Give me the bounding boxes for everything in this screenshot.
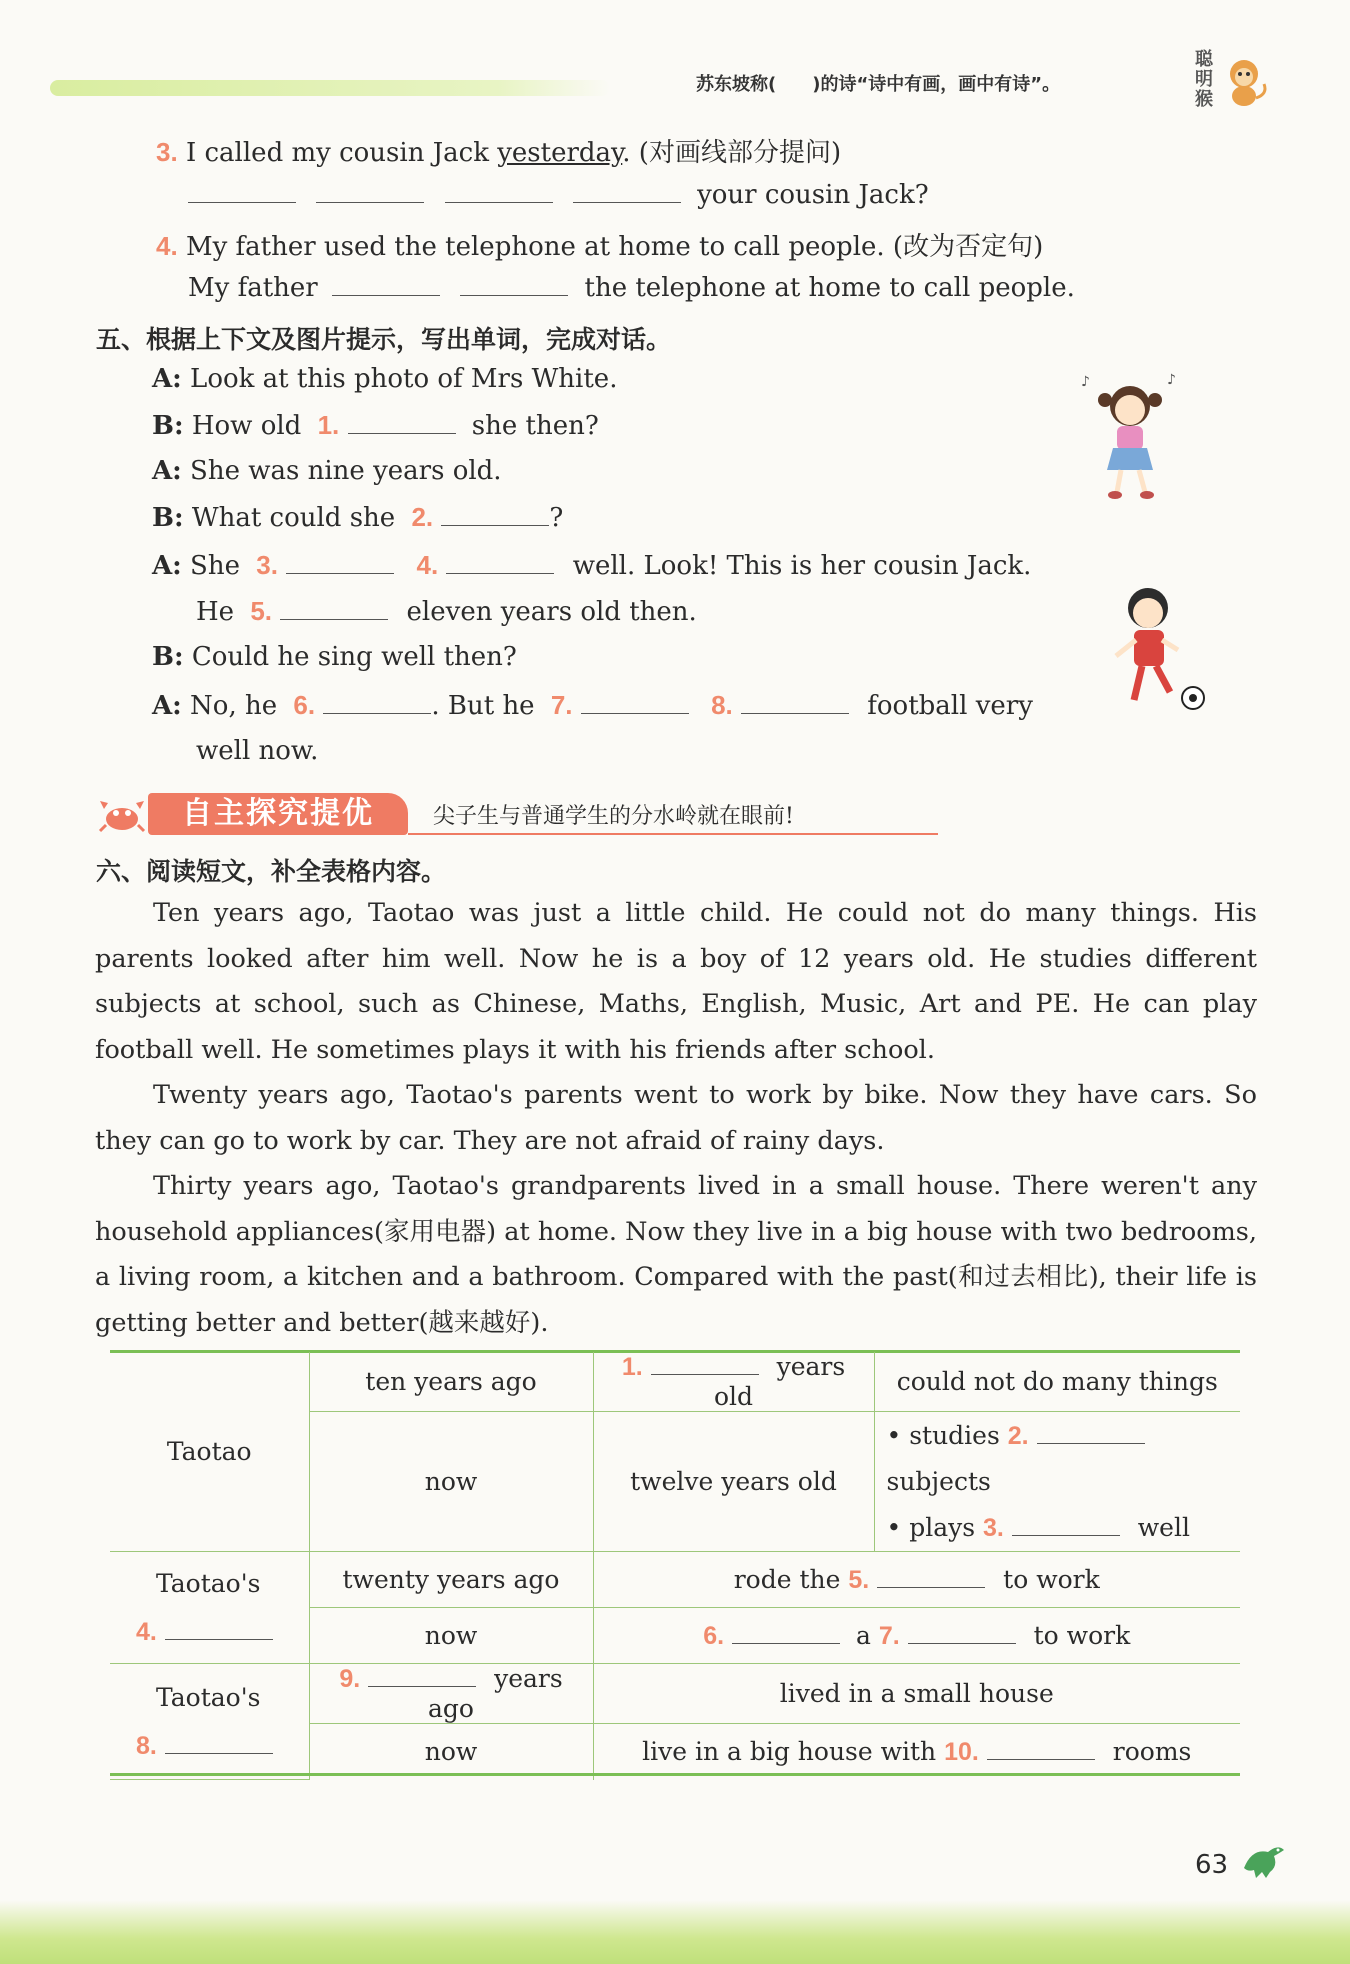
dialog-line-5 <box>152 550 1031 581</box>
part6-title: 六、阅读短文，补全表格内容。 <box>96 857 447 886</box>
speaker-label: A: <box>152 364 182 394</box>
table-cell <box>593 1552 1240 1608</box>
answer-blank[interactable] <box>165 1753 273 1754</box>
banner-label: 自主探究提优 <box>148 793 408 835</box>
table-cell: now <box>309 1412 593 1552</box>
answer-blank[interactable] <box>1012 1535 1120 1536</box>
bullet-line <box>887 1505 1235 1551</box>
speaker-label: A: <box>152 551 182 581</box>
dialog-text: How old <box>191 411 302 441</box>
reading-passage <box>95 891 1257 1346</box>
blank-number: 7. <box>878 1621 900 1650</box>
passage-paragraph: Thirty years ago, Taotao's grandparents lived in a small house. There weren't any household appliances(家用电器) at home. Now they live in a big house with two bedrooms, a living room, a kitchen and a bathroom. Compared with the past(和过去相比), their life is getting better and better(越来越好). <box>95 1171 1257 1338</box>
dialog-line-9 <box>196 736 318 766</box>
table-row <box>110 1352 1240 1412</box>
part5-title: 五、根据上下文及图片提示，写出单词，完成对话。 <box>96 325 672 354</box>
table-cell: lived in a small house <box>593 1664 1240 1724</box>
blank-number: 4. <box>136 1617 157 1646</box>
dialog-text: well. Look! This is her cousin Jack. <box>572 551 1032 581</box>
dialog-text: What could she <box>191 503 396 533</box>
answer-blank[interactable] <box>446 573 554 574</box>
logo-text: 聪明猴 <box>1195 49 1213 110</box>
svg-text:♪: ♪ <box>1167 372 1176 388</box>
dialog-line-3 <box>152 456 502 486</box>
dialog-text: She was nine years old. <box>190 456 502 486</box>
dialog-text: She <box>190 551 240 581</box>
blank-number: 10. <box>944 1737 979 1766</box>
answer-blank[interactable] <box>348 433 456 434</box>
table-cell: now <box>309 1608 593 1664</box>
answer-blank[interactable] <box>323 713 431 714</box>
speaker-label: B: <box>152 411 184 441</box>
answer-blank[interactable] <box>445 202 553 203</box>
dialog-line-2 <box>152 410 599 441</box>
speaker-label: A: <box>152 456 182 486</box>
footer-band <box>0 1900 1350 1964</box>
dialog-line-4 <box>152 502 563 533</box>
q4-number: 4. <box>156 231 178 261</box>
table-cell: twenty years ago <box>309 1552 593 1608</box>
cell-text: to work <box>1033 1620 1131 1650</box>
blank-number: 1. <box>621 1353 643 1381</box>
q4-answer-line <box>188 273 1075 303</box>
crab-icon <box>98 795 146 835</box>
table-cell <box>593 1352 874 1412</box>
cell-text: well <box>1137 1512 1190 1542</box>
cell-text: rode the <box>733 1564 841 1594</box>
answer-blank[interactable] <box>573 202 681 203</box>
dialog-text: football very <box>867 691 1033 721</box>
blank-number: 6. <box>293 690 316 720</box>
answer-blank[interactable] <box>165 1639 273 1640</box>
q4-text: My father used the telephone at home to call people. (改为否定句) <box>185 232 1044 262</box>
page-number: 63 <box>1195 1850 1229 1880</box>
answer-blank[interactable] <box>188 202 296 203</box>
blank-number: 9. <box>339 1665 361 1693</box>
answer-blank[interactable] <box>316 202 424 203</box>
dialog-text: Could he sing well then? <box>191 642 517 672</box>
cell-text: a <box>856 1620 871 1650</box>
blank-number: 8. <box>136 1731 157 1760</box>
cell-text: rooms <box>1112 1736 1192 1766</box>
dialog-text: He <box>196 597 235 627</box>
banner-underline <box>408 833 938 835</box>
dialog-line-8 <box>152 690 1033 721</box>
passage-paragraph: Twenty years ago, Taotao's parents went to work by bike. Now they have cars. So they can go to work by car. They are not afraid of rainy days. <box>95 1080 1257 1156</box>
table-cell <box>309 1664 593 1724</box>
header-band <box>50 80 610 96</box>
dialog-line-7 <box>152 642 517 672</box>
speaker-label: B: <box>152 642 184 672</box>
answer-blank[interactable] <box>441 525 549 526</box>
blank-number: 7. <box>550 690 573 720</box>
table-bottom-rule <box>110 1773 1240 1776</box>
answer-blank[interactable] <box>1037 1443 1145 1444</box>
table-cell <box>874 1412 1240 1552</box>
dialog-text: . But he <box>431 691 535 721</box>
cell-text: • plays <box>886 1512 976 1542</box>
blank-number: 6. <box>703 1621 725 1650</box>
subject-blank <box>136 1608 303 1656</box>
answer-blank[interactable] <box>286 573 394 574</box>
answer-blank[interactable] <box>332 295 440 296</box>
answer-blank[interactable] <box>368 1686 476 1687</box>
blank-number: 8. <box>711 690 733 720</box>
answer-blank[interactable] <box>987 1759 1095 1760</box>
dialog-line-1 <box>152 364 617 394</box>
dialog-line-6 <box>196 596 697 627</box>
answer-blank[interactable] <box>908 1643 1016 1644</box>
cell-text: Taotao's <box>156 1568 261 1598</box>
q3-answer-line <box>188 180 929 210</box>
passage-paragraph: Ten years ago, Taotao was just a little child. He could not do many things. His parents looked after him well. Now he is a boy of 12 years old. He studies different subjects at school, such as Chinese, Maths, English, Music, Art and PE. He can play football well. He sometimes plays it with his friends after school. <box>95 898 1257 1065</box>
table-cell <box>593 1724 1240 1780</box>
dialog-text: Look at this photo of Mrs White. <box>190 364 618 394</box>
blank-number: 2. <box>411 502 434 532</box>
q4-answer-tail: the telephone at home to call people. <box>584 273 1075 303</box>
row-subject <box>110 1552 309 1664</box>
row-subject <box>110 1664 309 1780</box>
table-row <box>110 1552 1240 1608</box>
logo <box>1195 50 1270 116</box>
answer-blank[interactable] <box>581 713 689 714</box>
answer-blank[interactable] <box>280 619 388 620</box>
cell-text: years ago <box>428 1664 563 1723</box>
monkey-icon <box>1220 54 1270 110</box>
cell-text: • studies <box>886 1420 1000 1450</box>
answer-blank[interactable] <box>877 1587 985 1588</box>
header-quote: 苏东坡称( )的诗“诗中有画，画中有诗”。 <box>696 74 1061 95</box>
cell-text: to work <box>1003 1564 1100 1594</box>
q4-answer-head: My father <box>188 273 318 303</box>
q3-instruction: . (对画线部分提问) <box>622 138 842 168</box>
blank-number: 2. <box>1007 1421 1029 1450</box>
subject-blank <box>136 1722 303 1770</box>
table-cell: could not do many things <box>896 1367 1218 1396</box>
q3-line <box>156 132 841 169</box>
q4-line <box>156 226 1043 263</box>
dialog-text: eleven years old then. <box>406 597 697 627</box>
girl-illustration-icon <box>1075 368 1185 503</box>
answer-blank[interactable] <box>651 1374 759 1375</box>
q3-number: 3. <box>156 137 178 167</box>
table-cell: twelve years old <box>593 1412 874 1552</box>
answer-table <box>110 1352 1240 1780</box>
blank-number: 4. <box>416 550 439 580</box>
cell-text: years old <box>713 1352 846 1411</box>
table-cell: ten years ago <box>309 1352 593 1412</box>
dialog-text: No, he <box>190 691 278 721</box>
cell-text: live in a big house with <box>642 1736 937 1766</box>
dialog-text: well now. <box>196 736 319 766</box>
q3-text: I called my cousin Jack <box>185 138 498 168</box>
answer-blank[interactable] <box>741 713 849 714</box>
speaker-label: A: <box>152 691 182 721</box>
table-row <box>110 1664 1240 1724</box>
row-subject: Taotao <box>110 1352 309 1552</box>
answer-blank[interactable] <box>732 1643 840 1644</box>
blank-number: 1. <box>317 410 340 440</box>
blank-number: 3. <box>256 550 278 580</box>
dialog-text: she then? <box>471 411 599 441</box>
bullet-line <box>887 1413 1235 1459</box>
cell-text: Taotao's <box>156 1682 261 1712</box>
dialog-text: ? <box>549 503 564 533</box>
blank-number: 5. <box>250 596 273 626</box>
banner-subtitle: 尖子生与普通学生的分水岭就在眼前! <box>433 804 794 829</box>
table-cell: now <box>309 1724 593 1780</box>
dinosaur-icon <box>1238 1838 1288 1880</box>
answer-blank[interactable] <box>460 295 568 296</box>
blank-number: 5. <box>848 1565 870 1594</box>
q3-underlined: yesterday <box>497 138 623 168</box>
cell-text: subjects <box>886 1466 991 1496</box>
table-cell <box>593 1608 1240 1664</box>
svg-text:♪: ♪ <box>1081 374 1090 390</box>
speaker-label: B: <box>152 503 184 533</box>
boy-football-illustration-icon <box>1098 580 1208 720</box>
blank-number: 3. <box>983 1513 1004 1542</box>
q3-answer-tail: your cousin Jack? <box>697 180 929 210</box>
